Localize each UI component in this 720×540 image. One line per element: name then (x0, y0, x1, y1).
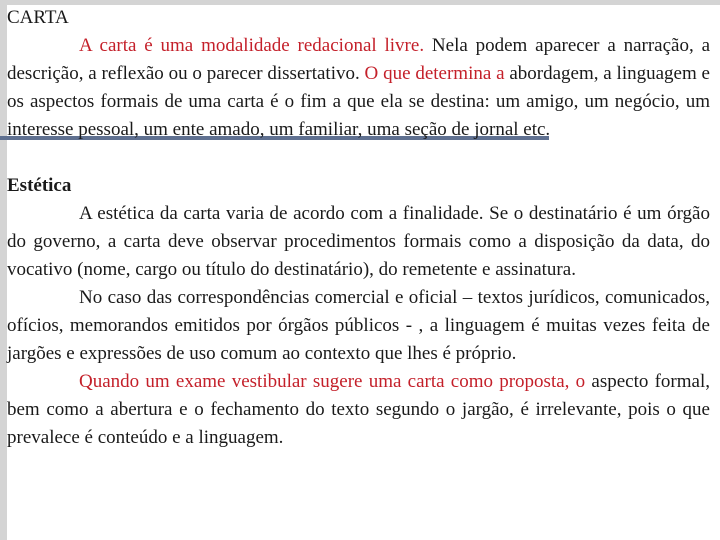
carta-intro-text: Nela podem aparecer a narração, a descrição, a reflexão ou o parecer dissertativo. (7, 35, 711, 84)
carta-purpose-text: abordagem, a linguagem e os aspectos formais de uma carta é o fim a que ela se destina: um amigo, um negócio, um interesse pessoal, um ente amado, um familiar, uma seção de jornal etc. (7, 63, 710, 140)
estetica-paragraph-2: No caso das correspondências comercial e oficial – textos jurídicos, comunicados, ofícios, memorandos emitidos por órgãos públicos - , a linguagem é muitas vezes feita de jargões e expressões de uso comum ao contexto que lhes é próprio. (7, 287, 710, 364)
frame-left-bar (0, 0, 7, 540)
carta-intro-highlight: A carta é uma modalidade redacional livre. (79, 35, 425, 56)
estetica-paragraph-3 (7, 368, 710, 452)
estetica-paragraph-1: A estética da carta varia de acordo com a finalidade. Se o destinatário é um órgão do governo, a carta deve observar procedimentos formais como a disposição da data, do vocativo (nome, cargo ou título do destinatário), do remetente e assinatura. (7, 203, 710, 280)
section-gap (7, 144, 710, 172)
carta-purpose-highlight: O que determina a (364, 63, 505, 84)
vestibular-highlight: Quando um exame vestibular sugere uma carta como proposta, o (79, 371, 586, 392)
section-title-carta: CARTA (7, 7, 69, 28)
section-title-estetica: Estética (7, 175, 72, 196)
document-body (7, 4, 710, 452)
vestibular-text: aspecto formal, bem como a abertura e o fechamento do texto segundo o jargão, é irrelevante, pois o que prevalece é conteúdo e a linguagem. (7, 371, 710, 448)
carta-paragraph (7, 32, 710, 144)
